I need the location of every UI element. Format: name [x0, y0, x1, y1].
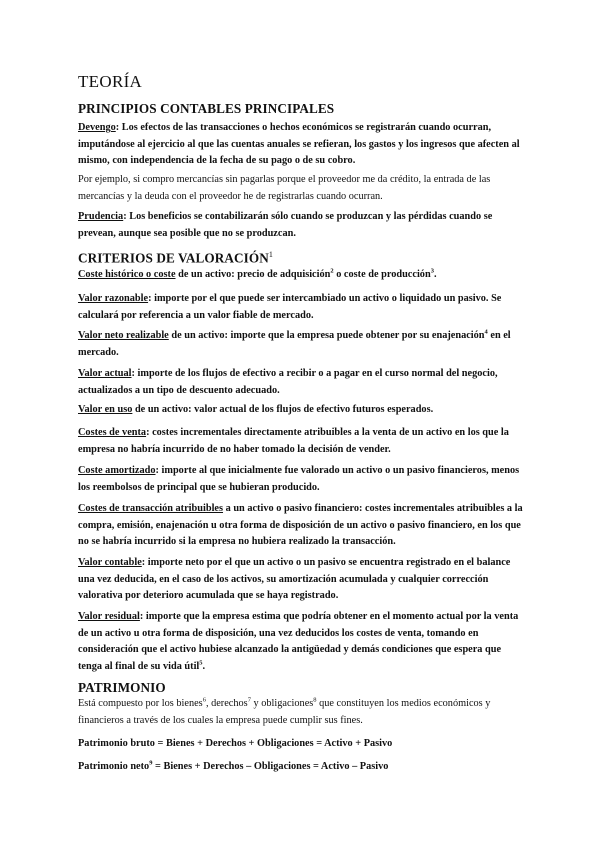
patrimonio-intro-text-4: que constituyen los medios económicos y	[316, 698, 491, 709]
paragraph-coste-amortizado	[78, 463, 530, 496]
paragraph-valor-razonable	[78, 291, 530, 324]
valor-actual-line-2: actualizados a un tipo de descuento adecuado.	[78, 384, 280, 396]
patrimonio-intro-text-2: , derechos	[205, 698, 248, 709]
term-coste-historico: Coste histórico o coste	[78, 269, 176, 280]
prudencia-line-1: : Los beneficios se contabilizarán sólo cuando se produzcan y las pérdidas cuando se	[123, 211, 493, 222]
valor-contable-line-1: : importe neto por el que un activo o un pasivo se encuentra registrado en el balance	[141, 557, 511, 568]
term-valor-neto-realizable: Valor neto realizable	[78, 330, 169, 341]
example-line-2: mercancías y la deuda con el proveedor he de registrarlas cuando ocurran.	[78, 190, 383, 202]
term-valor-actual: Valor actual	[78, 368, 132, 379]
devengo-line-2: imputándose al ejercicio al que las cuentas anuales se refieran, los gastos y los ingresos que afecten al	[78, 138, 520, 150]
term-valor-contable: Valor contable	[78, 557, 142, 568]
coste-historico-text-3: .	[433, 269, 437, 280]
section-heading-patrimonio: PATRIMONIO	[78, 680, 166, 695]
term-valor-razonable: Valor razonable	[78, 293, 149, 304]
valor-residual-line-2: de un activo u otra forma de disposición, una vez deducidos los costes de venta, tomando en	[78, 627, 479, 639]
page-title: TEORÍA	[78, 72, 143, 91]
term-costes-transaccion: Costes de transacción atribuibles	[78, 503, 224, 514]
paragraph-patrimonio-intro	[78, 696, 530, 729]
criterios-heading-text: CRITERIOS DE VALORACIÓN	[78, 250, 269, 266]
valor-residual-line-4: tenga al final de su vida útil	[78, 660, 200, 672]
paragraph-valor-actual	[78, 366, 530, 399]
patrimonio-neto-text: = Bienes + Derechos – Obligaciones = Activo – Pasivo	[152, 761, 389, 772]
paragraph-prudencia	[78, 209, 530, 242]
valor-razonable-line-1: : importe por el que puede ser intercambiado un activo o liquidado un pasivo. Se	[148, 293, 502, 304]
valor-residual-line-3: consideración que el activo hubiese alcanzado la antigüedad y demás condiciones que espera que	[78, 644, 502, 655]
patrimonio-bruto-text: Patrimonio bruto = Bienes + Derechos + Obligaciones = Activo + Pasivo	[78, 738, 393, 749]
term-costes-de-venta: Costes de venta	[78, 427, 147, 438]
prudencia-line-2: prevean, aunque sea posible que no se produzcan.	[78, 227, 296, 239]
footnote-ref-6: 6	[202, 696, 206, 704]
formula-patrimonio-neto	[78, 759, 530, 776]
valor-residual-line-1: : importe que la empresa estima que podría obtener en el momento actual por la venta	[139, 611, 519, 622]
paragraph-coste-historico	[78, 267, 530, 284]
devengo-line-3: mismo, con independencia de la fecha de su pago o de su cobro.	[78, 155, 356, 166]
paragraph-costes-transaccion	[78, 501, 530, 551]
term-coste-amortizado: Coste amortizado	[78, 465, 156, 476]
costes-transaccion-line-1: a un activo o pasivo financiero: costes incrementales atribuibles a la	[223, 503, 523, 514]
devengo-line-1: : Los efectos de las transacciones o hechos económicos se registrarán cuando ocurran,	[115, 122, 492, 133]
patrimonio-intro-line-2: financieros a través de los cuales la empresa puede cumplir sus fines.	[78, 714, 363, 726]
coste-historico-text-2: o coste de producción	[333, 269, 431, 280]
footnote-ref-7: 7	[247, 696, 251, 704]
valor-razonable-line-2: calculará por referencia a un valor fiable de mercado.	[78, 309, 314, 321]
term-devengo: Devengo	[78, 122, 116, 133]
costes-de-venta-line-1: : costes incrementales directamente atribuibles a la venta de un activo en los que la	[146, 427, 509, 438]
term-valor-residual: Valor residual	[78, 611, 140, 622]
valor-neto-realizable-line-2: mercado.	[78, 346, 119, 358]
valor-en-uso-line-1: de un activo: valor actual de los flujos de efectivo futuros esperados.	[132, 404, 434, 415]
valor-neto-realizable-text-1: de un activo: importe que la empresa puede obtener por su enajenación	[168, 330, 485, 341]
valor-neto-realizable-text-2: en el	[487, 330, 511, 341]
footnote-ref-9: 9	[149, 759, 153, 767]
patrimonio-neto-label: Patrimonio neto	[78, 761, 150, 772]
footnote-ref-4: 4	[484, 328, 488, 336]
coste-historico-text-1: de un activo: precio de adquisición	[175, 269, 331, 280]
footnote-ref-3: 3	[430, 267, 434, 275]
term-valor-en-uso: Valor en uso	[78, 404, 133, 415]
example-line-1: Por ejemplo, si compro mercancías sin pagarlas porque el proveedor me da crédito, la entrada de las	[78, 174, 491, 185]
paragraph-example	[78, 172, 530, 205]
coste-amortizado-line-2: los reembolsos de principal que se hubieran producido.	[78, 481, 320, 493]
costes-de-venta-line-2: empresa no habría incurrido de no haber tomado la decisión de vender.	[78, 443, 391, 455]
valor-actual-line-1: : importe de los flujos de efectivo a recibir o a pagar en el curso normal del negocio,	[131, 368, 498, 379]
footnote-ref-8: 8	[313, 696, 317, 704]
costes-transaccion-line-2: compra, emisión, enajenación u otra forma de disposición de un activo o pasivo financiero, en los que	[78, 519, 521, 531]
coste-amortizado-line-1: : importe al que inicialmente fue valorado un activo o un pasivo financieros, menos	[155, 465, 520, 476]
footnote-ref-2: 2	[330, 267, 334, 275]
paragraph-valor-contable	[78, 555, 530, 605]
term-prudencia: Prudencia	[78, 211, 124, 222]
section-heading-principios: PRINCIPIOS CONTABLES PRINCIPALES	[78, 101, 335, 116]
footnote-ref-1: 1	[268, 250, 273, 259]
paragraph-costes-de-venta	[78, 425, 530, 458]
paragraph-valor-neto-realizable	[78, 328, 530, 361]
footnote-ref-5: 5	[199, 659, 203, 667]
valor-residual-line-4-end: .	[202, 660, 206, 672]
paragraph-valor-en-uso	[78, 402, 530, 419]
formula-patrimonio-bruto	[78, 736, 530, 753]
paragraph-valor-residual	[78, 609, 530, 675]
patrimonio-intro-text-3: y obligaciones	[250, 698, 314, 709]
patrimonio-intro-text-1: Está compuesto por los bienes	[78, 698, 203, 709]
section-heading-criterios	[78, 250, 273, 266]
valor-contable-line-3: valorativa por deterioro acumulada que se haya registrado.	[78, 590, 339, 601]
paragraph-devengo	[78, 120, 530, 170]
costes-transaccion-line-3: no se habría incurrido si la empresa no hubiera realizado la transacción.	[78, 536, 396, 547]
valor-contable-line-2: una vez deducida, en el caso de los activos, su amortización acumulada y cualquier corrección	[78, 573, 489, 585]
